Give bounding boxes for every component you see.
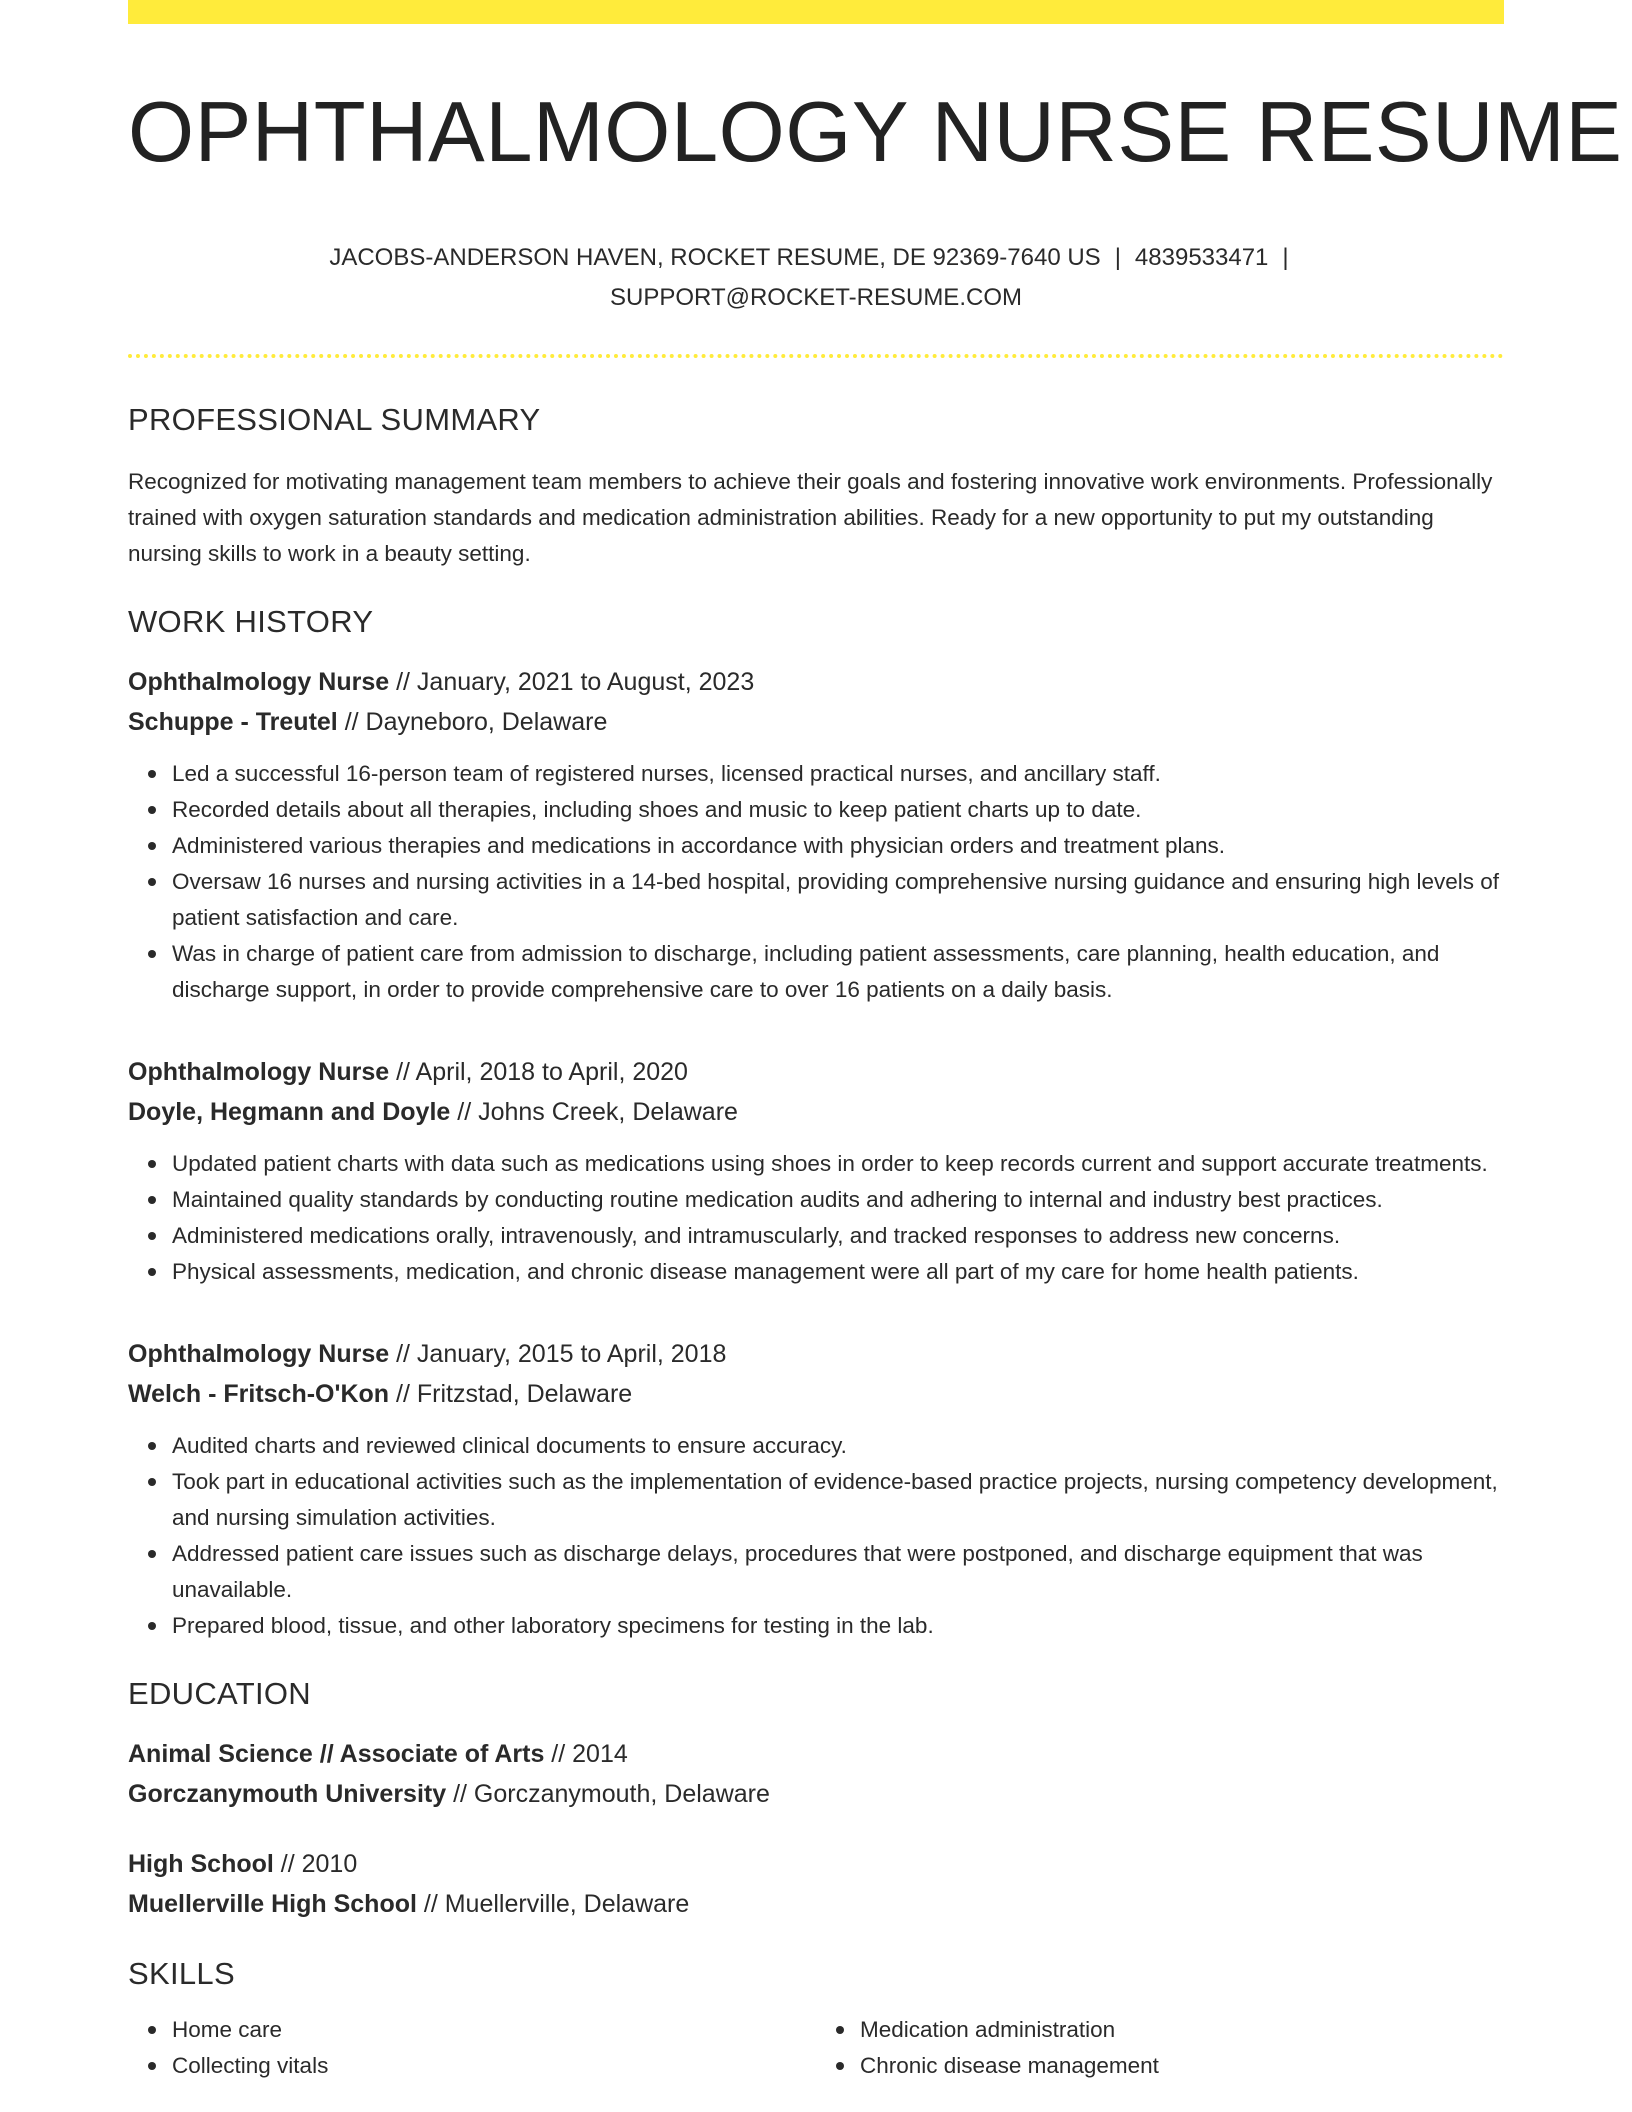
job-title-line bbox=[128, 662, 1504, 702]
contact-email: SUPPORT@ROCKET-RESUME.COM bbox=[610, 284, 1022, 311]
education-degree-line bbox=[128, 1734, 1504, 1774]
job-entry bbox=[128, 662, 1504, 1008]
job-employer: Doyle, Hegmann and Doyle bbox=[128, 1098, 451, 1126]
education-degree: Animal Science // Associate of Arts bbox=[128, 1740, 545, 1768]
skills-grid bbox=[128, 2012, 1504, 2084]
job-dates: // January, 2021 to August, 2023 bbox=[389, 668, 755, 696]
job-title: Ophthalmology Nurse bbox=[128, 1058, 390, 1086]
job-employer-line bbox=[128, 702, 1504, 742]
resume-title: OPHTHALMOLOGY NURSE RESUME bbox=[128, 85, 1623, 180]
job-bullet: Updated patient charts with data such as medications using shoes in order to keep records current and support accurate treatments. bbox=[172, 1146, 1504, 1182]
job-entry bbox=[128, 1052, 1504, 1290]
job-title-line bbox=[128, 1334, 1504, 1374]
job-bullet: Recorded details about all therapies, including shoes and music to keep patient charts up to date. bbox=[172, 792, 1504, 828]
section-heading-skills: SKILLS bbox=[128, 1956, 235, 1991]
contact-separator: | bbox=[1114, 244, 1121, 271]
education-school-line bbox=[128, 1884, 1504, 1924]
job-bullet: Physical assessments, medication, and chronic disease management were all part of my care for home health patients. bbox=[172, 1254, 1504, 1290]
education-year: // 2010 bbox=[273, 1850, 358, 1878]
contact-info bbox=[128, 238, 1504, 318]
job-bullet: Oversaw 16 nurses and nursing activities in a 14-bed hospital, providing comprehensive nursing guidance and ensuring high levels of patient satisfaction and care. bbox=[172, 864, 1504, 936]
job-dates: // April, 2018 to April, 2020 bbox=[389, 1058, 688, 1086]
skill-item: Chronic disease management bbox=[860, 2048, 1504, 2084]
job-employer: Schuppe - Treutel bbox=[128, 708, 338, 736]
education-entry bbox=[128, 1734, 1504, 1814]
section-heading-work-history: WORK HISTORY bbox=[128, 604, 374, 639]
job-bullet: Took part in educational activities such as the implementation of evidence-based practice projects, nursing competency development, and nursing simulation activities. bbox=[172, 1464, 1504, 1536]
job-bullets bbox=[128, 756, 1504, 1008]
summary-text: Recognized for motivating management team members to achieve their goals and fostering innovative work environments. Professionally trained with oxygen saturation standards and medication administration abilities. Ready for a new opportunity to put my outstanding nursing skills to work in a beauty setting. bbox=[128, 469, 1493, 566]
contact-address: JACOBS-ANDERSON HAVEN, ROCKET RESUME, DE 92369-7640 US bbox=[329, 244, 1101, 271]
section-heading-summary: PROFESSIONAL SUMMARY bbox=[128, 402, 541, 437]
job-dates: // January, 2015 to April, 2018 bbox=[389, 1340, 727, 1368]
job-bullet: Led a successful 16-person team of registered nurses, licensed practical nurses, and ancillary staff. bbox=[172, 756, 1504, 792]
skill-item: Medication administration bbox=[860, 2012, 1504, 2048]
education-school: Muellerville High School bbox=[128, 1890, 417, 1918]
skills-column-right bbox=[816, 2012, 1504, 2084]
job-location: // Dayneboro, Delaware bbox=[337, 708, 608, 736]
education-entry bbox=[128, 1844, 1504, 1924]
education-location: // Muellerville, Delaware bbox=[416, 1890, 690, 1918]
education-year: // 2014 bbox=[544, 1740, 628, 1768]
job-title: Ophthalmology Nurse bbox=[128, 1340, 390, 1368]
job-bullet: Addressed patient care issues such as discharge delays, procedures that were postponed, and discharge equipment that was unavailable. bbox=[172, 1536, 1504, 1608]
contact-separator: | bbox=[1282, 244, 1289, 271]
job-bullet: Administered various therapies and medications in accordance with physician orders and treatment plans. bbox=[172, 828, 1504, 864]
job-bullet: Audited charts and reviewed clinical documents to ensure accuracy. bbox=[172, 1428, 1504, 1464]
education-location: // Gorczanymouth, Delaware bbox=[446, 1780, 770, 1808]
dotted-divider bbox=[128, 354, 1504, 358]
education-school-line bbox=[128, 1774, 1504, 1814]
skill-item: Home care bbox=[172, 2012, 816, 2048]
job-bullet: Maintained quality standards by conducting routine medication audits and adhering to internal and industry best practices. bbox=[172, 1182, 1504, 1218]
section-heading-education: EDUCATION bbox=[128, 1676, 311, 1711]
skills-column-left bbox=[128, 2012, 816, 2084]
job-bullets bbox=[128, 1428, 1504, 1644]
job-employer-line bbox=[128, 1374, 1504, 1414]
resume-page bbox=[128, 0, 1623, 2084]
job-location: // Johns Creek, Delaware bbox=[450, 1098, 738, 1126]
education-degree: High School bbox=[128, 1850, 274, 1878]
education-degree-line bbox=[128, 1844, 1504, 1884]
job-entry bbox=[128, 1334, 1504, 1644]
job-bullet: Prepared blood, tissue, and other laboratory specimens for testing in the lab. bbox=[172, 1608, 1504, 1644]
job-bullet: Administered medications orally, intravenously, and intramuscularly, and tracked responses to address new concerns. bbox=[172, 1218, 1504, 1254]
job-employer: Welch - Fritsch-O'Kon bbox=[128, 1380, 390, 1408]
skill-item: Collecting vitals bbox=[172, 2048, 816, 2084]
contact-phone: 4839533471 bbox=[1134, 244, 1269, 271]
job-bullet: Was in charge of patient care from admission to discharge, including patient assessments, care planning, health education, and discharge support, in order to provide comprehensive care to over 16 patients on a daily basis. bbox=[172, 936, 1504, 1008]
top-accent-bar bbox=[128, 0, 1504, 24]
job-bullets bbox=[128, 1146, 1504, 1290]
job-title-line bbox=[128, 1052, 1504, 1092]
job-location: // Fritzstad, Delaware bbox=[389, 1380, 633, 1408]
job-title: Ophthalmology Nurse bbox=[128, 668, 390, 696]
job-employer-line bbox=[128, 1092, 1504, 1132]
education-school: Gorczanymouth University bbox=[128, 1780, 447, 1808]
